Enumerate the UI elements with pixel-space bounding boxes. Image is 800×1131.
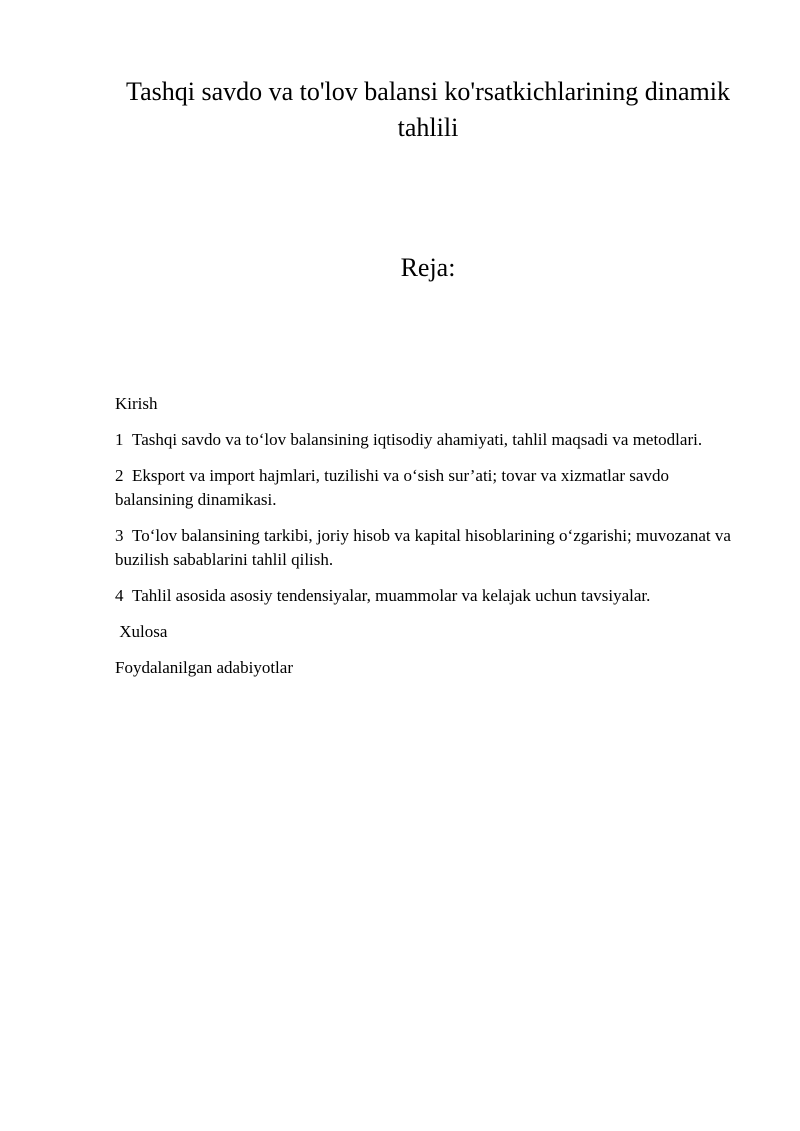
toc-item-introduction [115, 392, 735, 416]
toc-item-number: 2 [115, 466, 124, 485]
toc-item-text: Xulosa [115, 622, 168, 641]
toc-item-text: Foydalanilgan adabiyotlar [115, 658, 293, 677]
toc-item-2 [115, 464, 735, 512]
toc-item-text: Tahlil asosida asosiy tendensiyalar, muammolar va kelajak uchun tavsiyalar. [132, 586, 651, 605]
toc-item-text: To‘lov balansining tarkibi, joriy hisob va kapital hisoblarining o‘zgarishi; muvozanat va buzilish sabablarini tahlil qilish. [115, 526, 731, 569]
toc-item-1 [115, 428, 735, 452]
toc-item-3 [115, 524, 735, 572]
toc-item-text: Eksport va import hajmlari, tuzilishi va o‘sish sur’ati; tovar va xizmatlar savdo balansining dinamikasi. [115, 466, 669, 509]
plan-heading: Reja: [400, 253, 456, 282]
toc-item-number: 1 [115, 430, 124, 449]
toc-item-number: 4 [115, 586, 124, 605]
toc-item-text: Kirish [115, 394, 158, 413]
toc-item-4 [115, 584, 735, 608]
toc-item-references [115, 656, 735, 680]
toc-item-text: Tashqi savdo va to‘lov balansining iqtisodiy ahamiyati, tahlil maqsadi va metodlari. [132, 430, 703, 449]
table-of-contents [115, 392, 735, 692]
toc-item-conclusion [115, 620, 735, 644]
document-title: Tashqi savdo va to'lov balansi ko'rsatkichlarining dinamik tahlili [126, 77, 730, 142]
toc-item-number: 3 [115, 526, 124, 545]
